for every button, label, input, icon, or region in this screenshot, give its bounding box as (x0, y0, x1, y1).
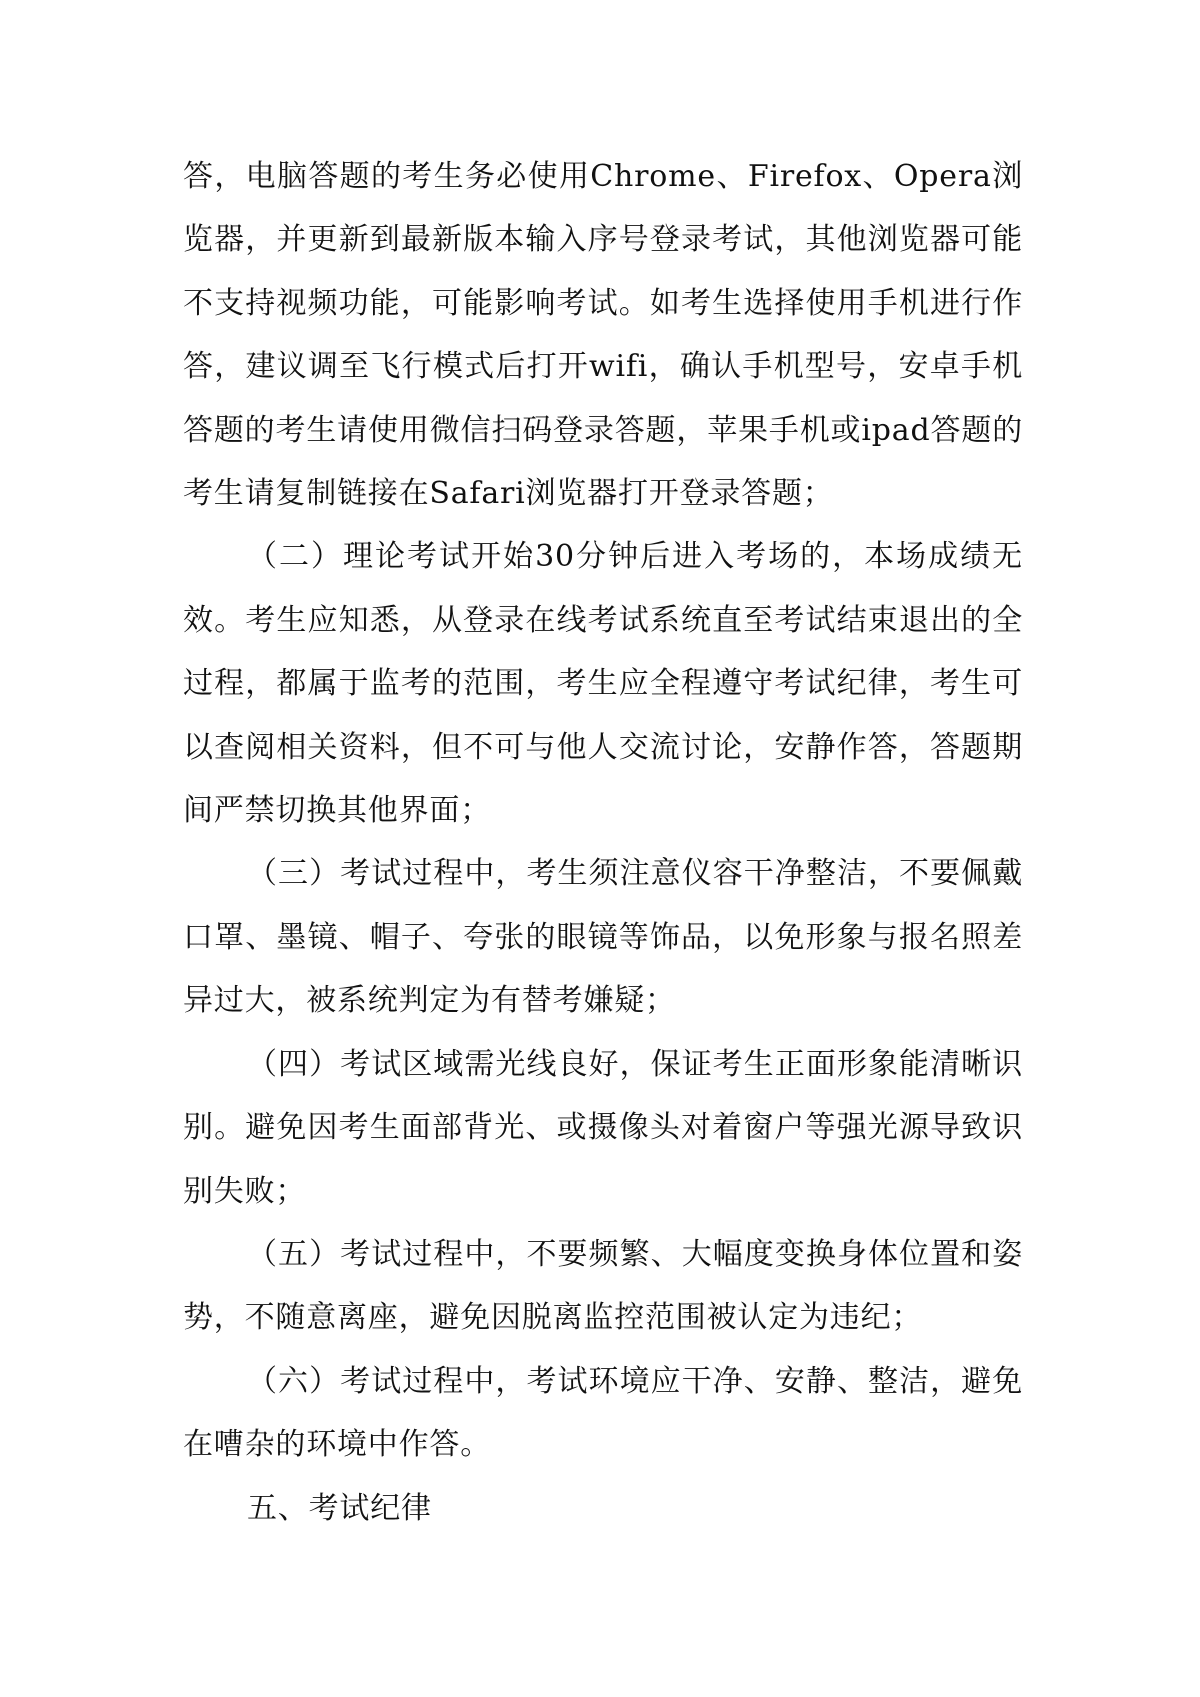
paragraph-item-2: （二）理论考试开始30分钟后进入考场的，本场成绩无效。考生应知悉，从登录在线考试系统直至考试结束退出的全过程，都属于监考的范围，考生应全程遵守考试纪律，考生可以查阅相关资料，但不可与他人交流讨论，安静作答，答题期间严禁切换其他界面； (183, 539, 1023, 829)
paragraph-item-4: （四）考试区域需光线良好，保证考生正面形象能清晰识别。避免因考生面部背光、或摄像头对着窗户等强光源导致识别失败； (183, 1046, 1023, 1209)
paragraph-item-3: （三）考试过程中，考生须注意仪容干净整洁，不要佩戴口罩、墨镜、帽子、夸张的眼镜等饰品，以免形象与报名照差异过大，被系统判定为有替考嫌疑； (183, 856, 1023, 1019)
section-heading-exam-discipline: 五、考试纪律 (247, 1490, 432, 1526)
paragraph-item-6: （六）考试过程中，考试环境应干净、安静、整洁，避免在嘈杂的环境中作答。 (183, 1363, 1023, 1463)
paragraph-item-5: （五）考试过程中，不要频繁、大幅度变换身体位置和姿势，不随意离座，避免因脱离监控范围被认定为违纪； (183, 1236, 1023, 1336)
paragraph-browser-requirements: 答，电脑答题的考生务必使用Chrome、Firefox、Opera浏览器，并更新到最新版本输入序号登录考试，其他浏览器可能不支持视频功能，可能影响考试。如考生选择使用手机进行作答，建议调至飞行模式后打开wifi，确认手机型号，安卓手机答题的考生请使用微信扫码登录答题，苹果手机或ipad答题的考生请复制链接在Safari浏览器打开登录答题； (183, 159, 1023, 512)
document-body (183, 145, 1023, 1540)
